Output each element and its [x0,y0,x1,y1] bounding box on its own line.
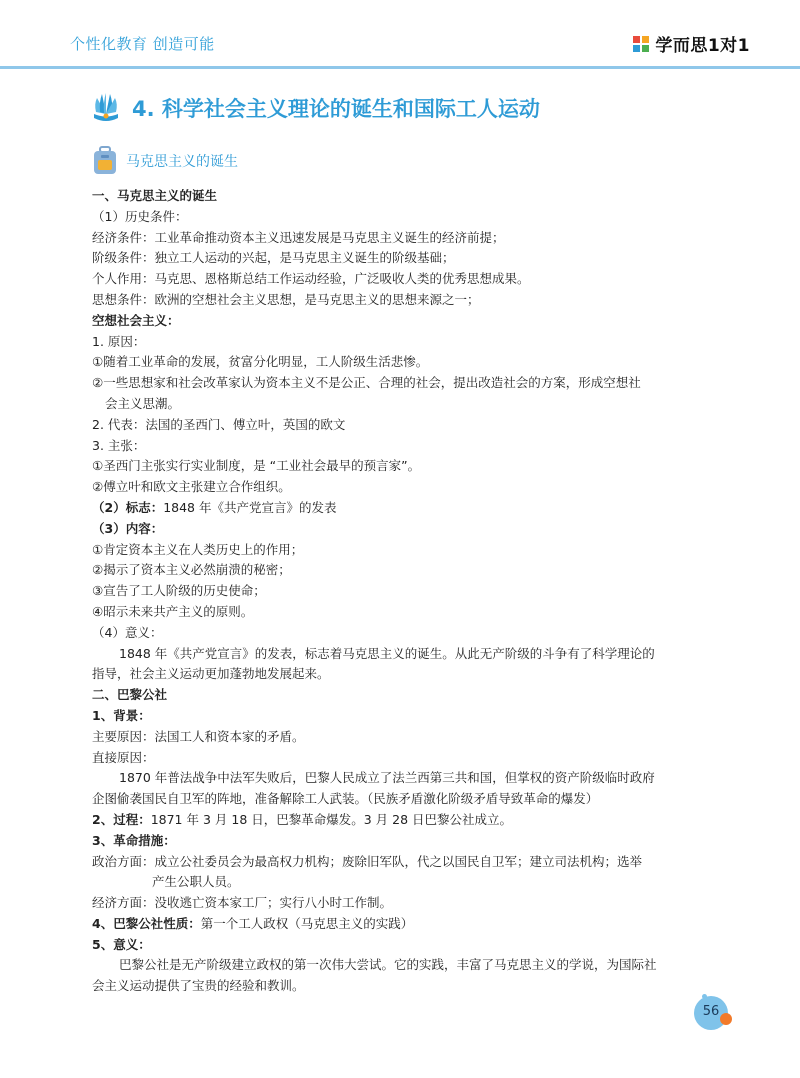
text-line: 直接原因： [92,749,155,765]
text-line: 5、意义： [92,936,151,952]
text-line-value: 第一个工人政权（马克思主义的实践） [200,915,414,931]
text-line [92,498,722,519]
text-line: 1. 原因： [92,333,146,349]
text-line: 1870 年普法战争中法军失败后，巴黎人民成立了法兰西第三共和国，但掌权的资产阶级临时政府 [119,770,655,786]
text-line-label: 4、巴黎公社性质： [92,915,201,931]
section-title: 马克思主义的诞生 [126,154,238,170]
text-line [92,810,722,831]
chapter-heading [88,90,540,126]
text-line: ②傅立叶和欧文主张建立合作组织。 [92,479,291,495]
text-line-value: 1848 年《共产党宣言》的发表 [163,499,337,515]
shell-icon [88,90,124,126]
text-line: ②一些思想家和社会改革家认为资本主义不是公正、合理的社会，提出改造社会的方案，形成空想社 [92,375,641,391]
text-line: ①肯定资本主义在人类历史上的作用； [92,541,304,557]
text-line: 3. 主张： [92,437,146,453]
text-line: 个人作用：马克思、恩格斯总结工作运动经验，广泛吸收人类的优秀思想成果。 [92,271,530,287]
text-line: 经济方面：没收逃亡资本家工厂；实行八小时工作制。 [92,895,393,911]
page-header [0,0,800,68]
brand-logo [631,31,750,56]
logo-text: 学而思1对1 [655,36,750,56]
text-line [92,914,722,935]
text-line: 政治方面：成立公社委员会为最高权力机构；废除旧军队，代之以国民自卫军；建立司法机构；选举 [92,853,643,869]
text-line: ④昭示未来共产主义的原则。 [92,603,254,619]
text-line: 3、革命措施： [92,832,176,848]
header-slogan: 个性化教育 创造可能 [70,35,215,53]
text-line: ③宣告了工人阶级的历史使命； [92,583,266,599]
text-line: 会主义思潮。 [105,395,181,411]
text-line: 1、背景： [92,707,151,723]
text-line: 1848 年《共产党宣言》的发表，标志着马克思主义的诞生。从此无产阶级的斗争有了科学理论的 [119,645,655,661]
section-heading [92,146,238,176]
page-number-badge [694,996,736,1032]
text-line: 巴黎公社是无产阶级建立政权的第一次伟大尝试。它的实践，丰富了马克思主义的学说，为国际社 [119,957,657,973]
page-number: 56 [702,1004,720,1019]
header-divider [0,66,800,69]
text-line: ①随着工业革命的发展，贫富分化明显，工人阶级生活悲惨。 [92,354,429,370]
text-line: ②揭示了资本主义必然崩溃的秘密； [92,562,291,578]
text-line: 指导，社会主义运动更加蓬勃地发展起来。 [92,666,330,682]
text-line: 一、马克思主义的诞生 [92,188,218,203]
text-line: 会主义运动提供了宝贵的经验和教训。 [92,978,305,994]
content-body [92,186,722,997]
text-line-label: （2）标志： [92,499,164,515]
text-line: 空想社会主义： [92,312,180,328]
text-line: ①圣西门主张实行实业制度，是 “工业社会最早的预言家”。 [92,458,421,474]
backpack-icon [92,146,118,176]
text-line: 主要原因：法国工人和资本家的矛盾。 [92,728,305,744]
text-line: 经济条件：工业革命推动资本主义迅速发展是马克思主义诞生的经济前提； [92,229,505,245]
text-line: （1）历史条件： [92,208,188,224]
text-line: （4）意义： [92,624,163,640]
text-line: 思想条件：欧洲的空想社会主义思想，是马克思主义的思想来源之一； [92,291,480,307]
chapter-title: 4. 科学社会主义理论的诞生和国际工人运动 [132,97,540,121]
text-line: （3）内容： [92,520,164,536]
text-line: 企图偷袭国民自卫军的阵地，准备解除工人武装。（民族矛盾激化阶级矛盾导致革命的爆发） [92,791,599,807]
text-line: 2. 代表：法国的圣西门、傅立叶，英国的欧文 [92,416,346,432]
text-line: 二、巴黎公社 [92,687,168,703]
text-line: 产生公职人员。 [152,874,240,890]
text-line-label: 2、过程： [92,811,151,827]
text-line: 阶级条件：独立工人运动的兴起，是马克思主义诞生的阶级基础； [92,250,455,266]
text-line-value: 1871 年 3 月 18 日，巴黎革命爆发。3 月 28 日巴黎公社成立。 [150,811,513,827]
logo-mark-icon [631,34,651,54]
